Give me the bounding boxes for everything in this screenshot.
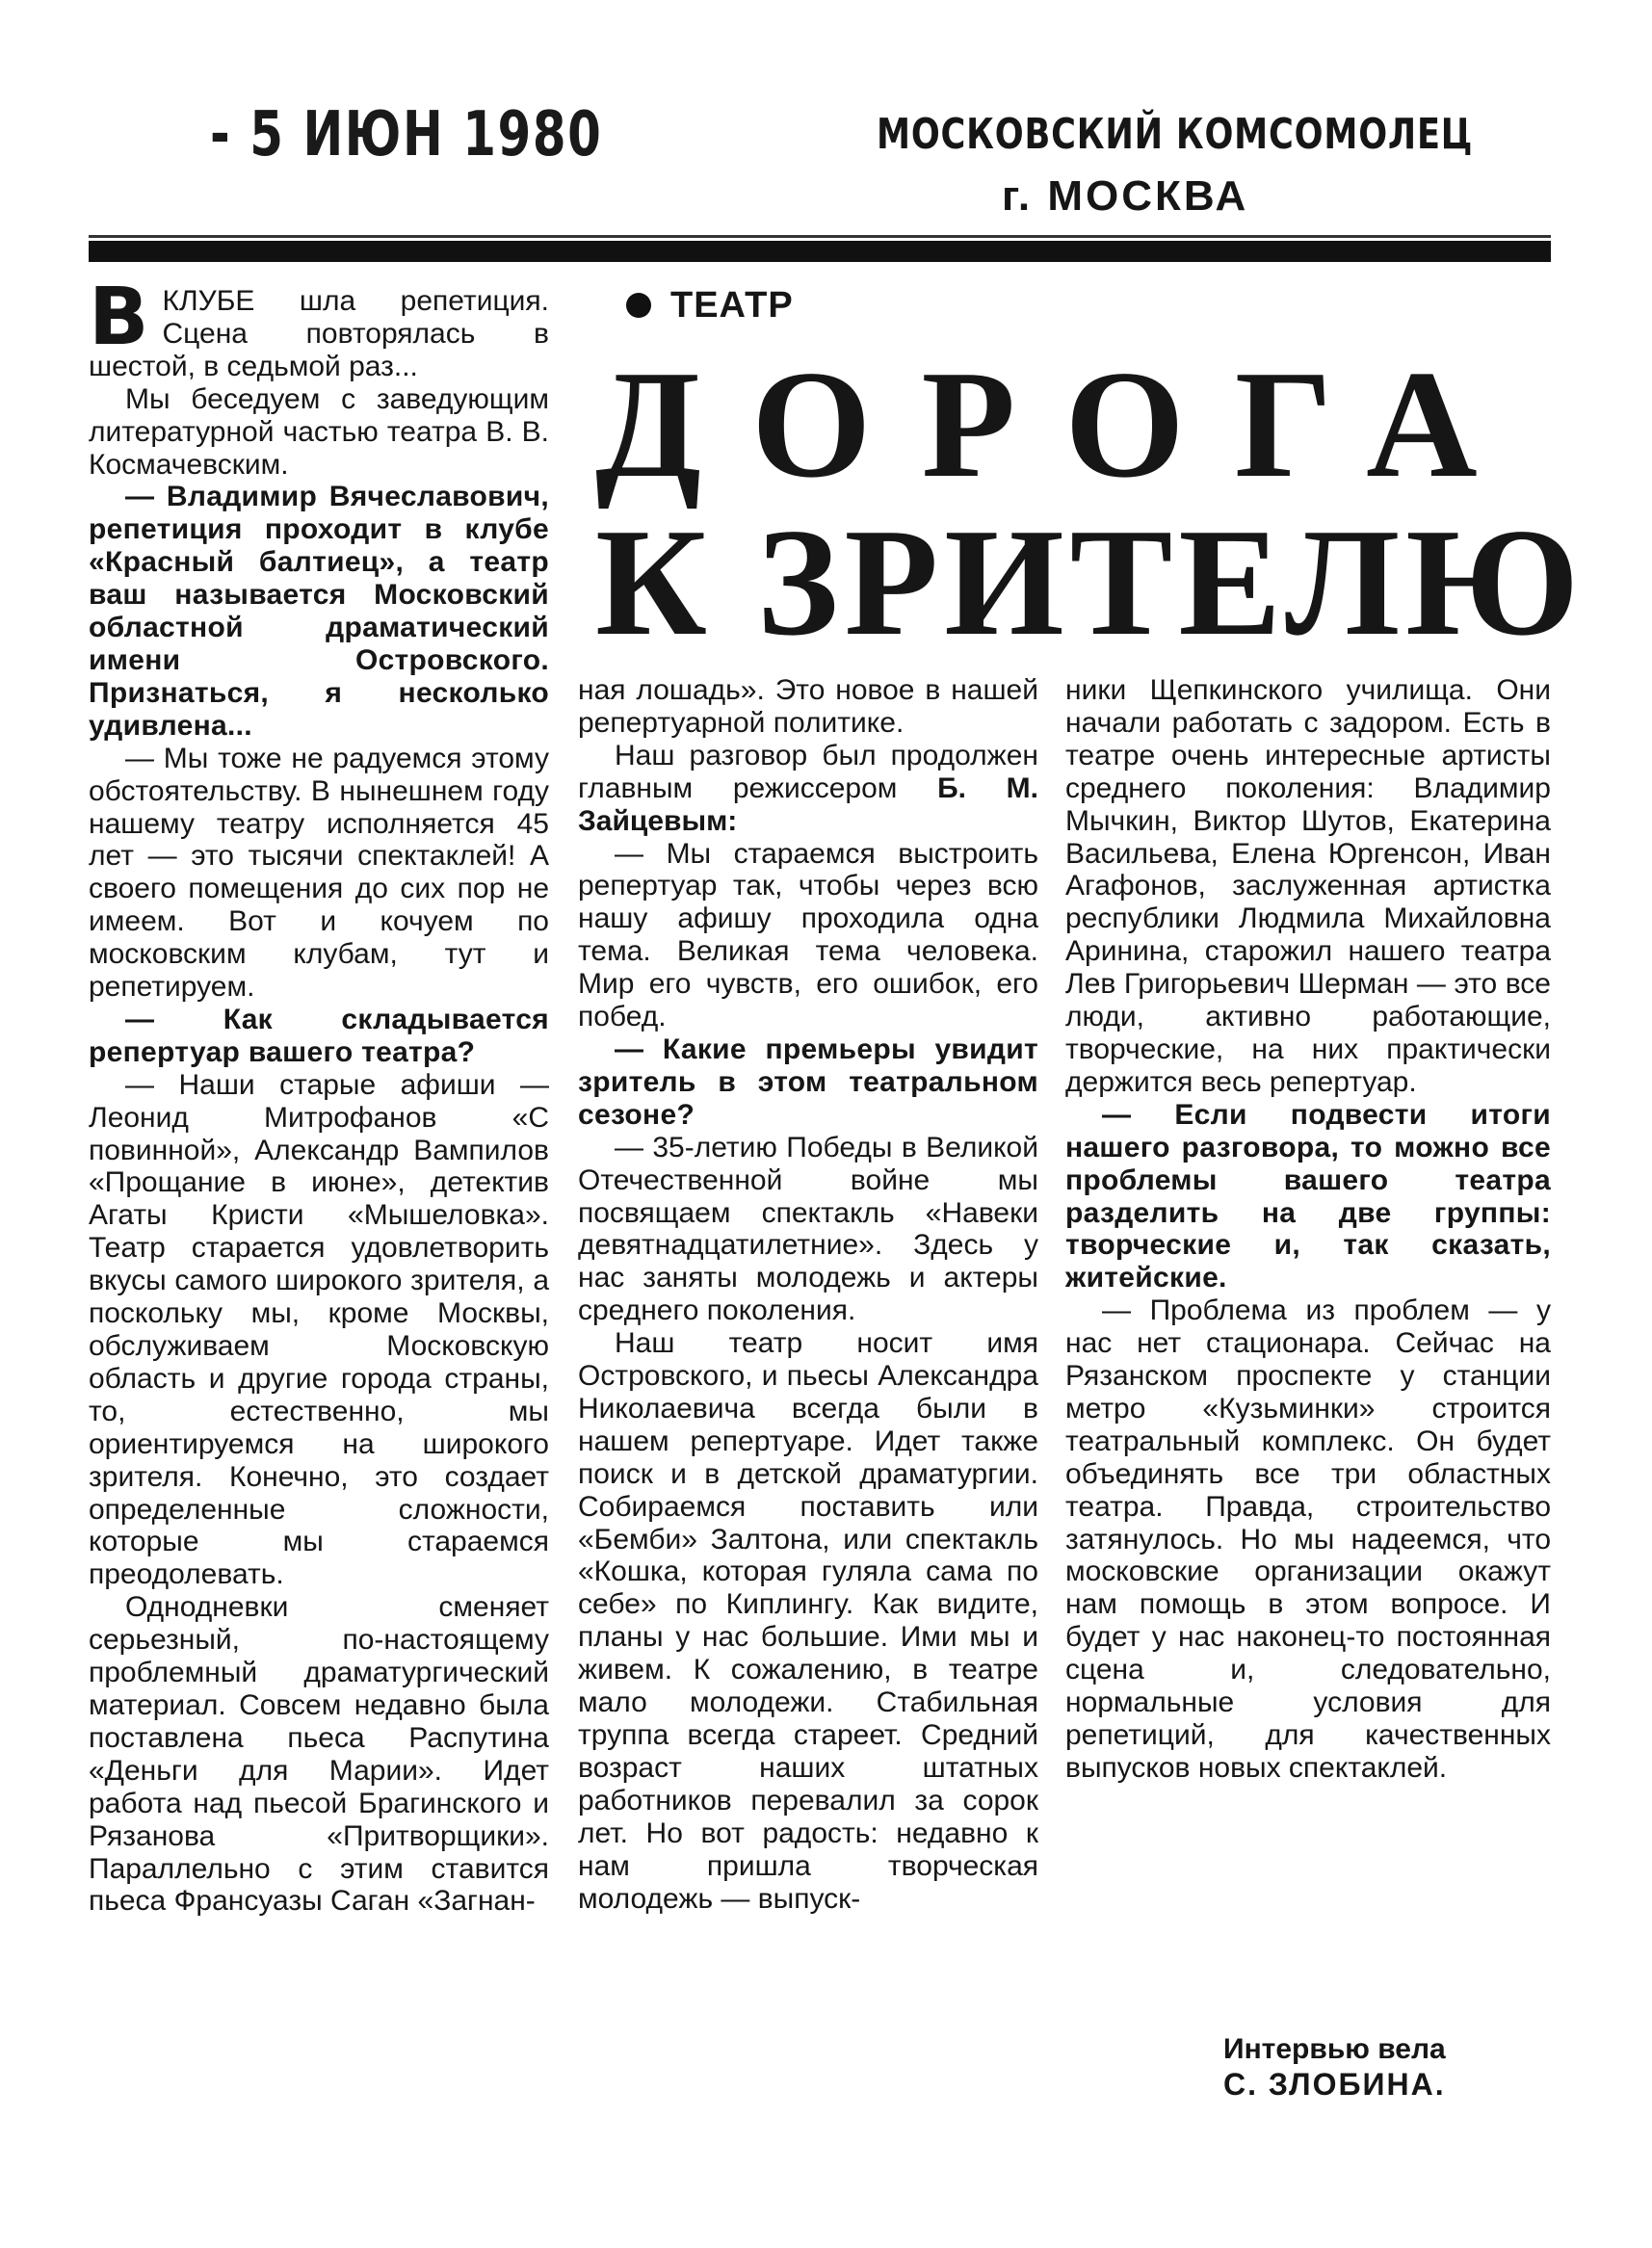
- paragraph: Мы беседуем с заведующим литературной частью театра В. В. Космачевским.: [89, 382, 549, 481]
- question: — Как складывается репертуар вашего театра?: [89, 1003, 549, 1068]
- headline: [595, 338, 1586, 667]
- column-1: [89, 272, 549, 1918]
- paragraph: ники Щепкинского училища. Они начали работать с задором. Есть в театре очень интересные артисты среднего поколения: Владимир Мычкин, Виктор Шутов, Екатерина Васильева, Елена Юргенсон, Иван Агафонов, заслуженная артистка республики Людмила Михайловна Аринина, старожил нашего театра Лев Григорьевич Шерман — это все люди, активно работающие, творческие, на них практически держится весь репертуар.: [1065, 674, 1551, 1098]
- paragraph: [578, 740, 1038, 838]
- header-thin-rule: [89, 235, 1551, 238]
- newspaper-city: г. МОСКВА: [1002, 172, 1249, 220]
- question: — Какие премьеры увидит зритель в этом театральном сезоне?: [578, 1033, 1038, 1131]
- author-name: С. ЗЛОБИНА.: [1223, 2067, 1446, 2102]
- paragraph: — Мы тоже не радуемся этому обстоятельству. В нынешнем году нашему театру исполняется 45 лет — это тысячи спектаклей! А своего помещения до сих пор не имеем. Вот и кочуем по московским клубам, тут и репетируем.: [89, 742, 549, 1004]
- headline-line-1: ДОРОГА: [595, 338, 1528, 510]
- paragraph-text: Наш разговор был продолжен главным режиссером: [578, 739, 1038, 804]
- rubric: [626, 287, 794, 324]
- paragraph: Наш театр носит имя Островского, и пьесы Александра Николаевича всегда были в нашем репертуаре. Идет также поиск и в детской драматургии. Собираемся поставить или «Бемби» Залтона, или спектакль «Кошка, которая гуляла сама по себе» по Киплингу. Как видите, планы у нас большие. Ими мы и живем. К сожалению, в театре мало молодежи. Стабильная труппа всегда стареет. Средний возраст наших штатных работников перевалил за сорок лет. Но вот радость: недавно к нам пришла творческая молодежь — выпуск-: [578, 1327, 1038, 1915]
- paragraph-text: КЛУБЕ шла репетиция. Сцена повторялась в шестой, в седьмой раз...: [89, 285, 549, 382]
- column-2: [578, 674, 1038, 1915]
- question: — Если подвести итоги нашего разговора, то можно все проблемы вашего театра разделить на две группы: творческие и, так сказать, житейские.: [1065, 1098, 1551, 1294]
- signature: [1223, 2032, 1551, 2102]
- bullet-icon: [626, 293, 651, 318]
- paragraph: — Проблема из проблем — у нас нет стационара. Сейчас на Рязанском проспекте у станции метро «Кузьминки» строится театральный комплекс. Он будет объединять все три областных театра. Правда, строительство затянулось. Но мы надеемся, что московские организации окажут нам помощь в этом вопросе. И будет у нас наконец-то постоянная сцена и, следовательно, нормальные условия для репетиций, для качественных выпусков новых спектаклей.: [1065, 1294, 1551, 1784]
- paragraph: Однодневки сменяет серьезный, по-настоящему проблемный драматургический материал. Совсем недавно была поставлена пьеса Распутина «Деньги для Марии». Идет работа над пьесой Брагинского и Рязанова «Притворщики». Параллельно с этим ставится пьеса Франсуазы Саган «Загнан-: [89, 1591, 549, 1918]
- director-name: Б. М. Зайцевым:: [578, 771, 1039, 837]
- paragraph: — 35-летию Победы в Великой Отечественной войне мы посвящаем спектакль «Навеки девятнадцатилетние». Здесь у нас заняты молодежь и актеры среднего поколения.: [578, 1131, 1038, 1327]
- question: — Владимир Вячеславович, репетиция проходит в клубе «Красный балтиец», а театр ваш называется Московский областной драматический имени Островского. Признаться, я несколько удивлена...: [89, 481, 549, 742]
- column-3: [1065, 674, 1551, 1785]
- paragraph: ная лошадь». Это новое в нашей репертуарной политике.: [578, 674, 1038, 739]
- header-rule: [89, 241, 1551, 262]
- drop-cap: В: [89, 272, 149, 363]
- paragraph: [89, 272, 549, 383]
- date-stamp: - 5 ИЮН 1980: [210, 99, 603, 170]
- headline-line-2: К ЗРИТЕЛЮ: [595, 496, 1586, 667]
- paragraph: — Мы стараемся выстроить репертуар так, чтобы через всю нашу афишу проходила одна тема. Великая тема человека. Мир его чувств, его ошибок, его побед.: [578, 837, 1038, 1033]
- signature-label: Интервью вела: [1223, 2033, 1446, 2065]
- rubric-label: ТЕАТР: [670, 285, 794, 326]
- newspaper-name: МОСКОВСКИЙ КОМСОМОЛЕЦ: [877, 110, 1474, 159]
- paragraph: — Наши старые афиши — Леонид Митрофанов «С повинной», Александр Вампилов «Прощание в июне», детектив Агаты Кристи «Мышеловка». Театр старается удовлетворить вкусы самого широкого зрителя, а поскольку мы, кроме Москвы, обслуживаем Московскую область и другие города страны, то, естественно, мы ориентируемся на широкого зрителя. Конечно, это создает определенные сложности, которые мы стараемся преодолевать.: [89, 1068, 549, 1591]
